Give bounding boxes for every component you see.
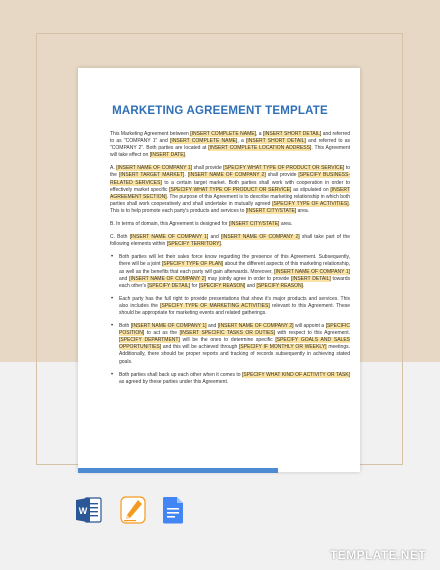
placeholder-field: [SPECIFY TYPE OF PLAN]	[161, 261, 224, 268]
paragraph-b: B. In terms of domain, this Agreement is designed for [INSERT CITY/STATE] area.	[110, 221, 293, 228]
placeholder-field: [SPECIFY WHAT TYPE OF PRODUCT OR SERVICE]	[169, 186, 292, 193]
placeholder-field: [INSERT NAME OF COMPANY 1]	[274, 268, 350, 275]
placeholder-field: [INSERT COMPLETE NAME]	[190, 131, 256, 137]
placeholder-field: [INSERT NAME OF COMPANY 2]	[187, 172, 266, 179]
document-body	[110, 131, 350, 386]
placeholder-field: [INSERT NAME OF COMPANY 2]	[129, 275, 206, 282]
placeholder-field: [INSERT SPECIFIC TASKS OR DUTIES]	[179, 330, 276, 337]
placeholder-field: [SPECIFY REASON]	[256, 282, 304, 289]
placeholder-field: [INSERT SHORT DETAIL]	[245, 138, 306, 145]
placeholder-field: [SPECIFY DETAIL]	[147, 282, 191, 289]
word-icon[interactable]	[76, 496, 102, 529]
placeholder-field: [INSERT CITY/STATE]	[228, 221, 280, 228]
placeholder-field: [SPECIFY DEPARTMENT]	[119, 337, 180, 344]
google-docs-icon[interactable]	[162, 496, 184, 529]
placeholder-field: [INSERT NAME OF COMPANY 2]	[217, 323, 294, 330]
placeholder-field: [SPECIFY WHAT KIND OF ACTIVITY OR TASK]	[241, 371, 350, 378]
accent-bar	[78, 468, 278, 473]
list-item: • Both parties will let their sales force know regarding the presence of this Agreement. Subsequently, there will be a joint [SPECIFY TYPE OF PLAN] about the different aspects of this marketing relationship, as well as the benefits that each party will gain afterwards. Moreover, [INSERT NAME OF COMPANY 1] and [INSERT NAME OF COMPANY 2] may jointly agree in order to provide [INSERT DETAIL] towards each other's [SPECIFY DETAIL] for [SPECIFY REASON] and [SPECIFY REASON].	[119, 254, 350, 289]
placeholder-field: [INSERT TARGET MARKET]	[118, 172, 185, 179]
placeholder-field: [SPECIFY BUSINESS-RELATED SERVICES]	[110, 172, 351, 186]
placeholder-field: [SPECIFIC POSITION]	[119, 323, 351, 337]
placeholder-field: [INSERT NAME OF COMPANY 1]	[116, 165, 193, 172]
placeholder-field: [INSERT NAME OF COMPANY 1]	[130, 323, 207, 330]
placeholder-field: [SPECIFY GOALS AND SALES OPPORTUNITIES]	[119, 337, 350, 351]
placeholder-field: [INSERT COMPLETE LOCATION ADDRESS]	[208, 145, 312, 152]
placeholder-field: [INSERT COMPLETE NAME]	[170, 138, 238, 145]
placeholder-field: [INSERT NAME OF COMPANY 2]	[221, 234, 300, 241]
paragraph-a: A. [INSERT NAME OF COMPANY 1] shall provide [SPECIFY WHAT TYPE OF PRODUCT OR SERVICE] to the [INSERT TARGET MARKET]. [INSERT NAME OF COMPANY 2] shall provide [SPECIFY BUSINESS-RELATED SERVICES] to a certain target market. Both parties shall work with cooperation in order to effectively market specific [SPECIFY WHAT TYPE OF PRODUCT OR SERVICE] as stipulated on [INSERT AGREEMENT SECTION]. The purpose of this Agreement is to describe marketing relationship in which both parties shall work cooperatively and shall undertake in mutually agreed [SPECIFY TYPE OF ACTIVITIES]. This is to help promote each party's products and services to [INSERT CITY/STATE] area.	[110, 165, 351, 214]
placeholder-field: [INSERT AGREEMENT SECTION]	[110, 186, 350, 200]
brand-logo: TEMPLATE.NET	[330, 548, 426, 562]
placeholder-field: [INSERT NAME OF COMPANY 1]	[129, 234, 209, 241]
placeholder-field: [INSERT SHORT DETAIL]	[263, 131, 322, 137]
list-item: • Both [INSERT NAME OF COMPANY 1] and [INSERT NAME OF COMPANY 2] will appoint a [SPECIFIC POSITION] to act as the [INSERT SPECIFIC TASKS OR DUTIES] with respect to this Agreement. [SPECIFY DEPARTMENT] will be the ones to determine specific [SPECIFY GOALS AND SALES OPPORTUNITIES] and this will be achieved through [SPECIFY IF MONTHLY OR WEEKLY] meetings. Additionally, there should be proper reports and tracking of records subsequently in achieving stated goals.	[119, 323, 350, 366]
list-item: • Each party has the full right to provide presentations that show it's major products and services. This also includes the [SPECIFY TYPE OF MARKETING ACTIVITIES] relevant to this Agreement. These should be appropriate for marketing events and related gatherings.	[119, 296, 350, 317]
element-list	[110, 254, 350, 386]
list-item: • Both parties shall back up each other when it comes to [SPECIFY WHAT KIND OF ACTIVITY OR TASK] as agreed by these parties under this Agreement.	[119, 372, 350, 386]
svg-text:W: W	[78, 506, 88, 516]
paragraph-intro: This Marketing Agreement between [INSERT COMPLETE NAME], a [INSERT SHORT DETAIL] and referred to as "COMPANY 1" and [INSERT COMPLETE NAME], a [INSERT SHORT DETAIL] and referred to as "COMPANY 2". Both parties are located at [INSERT COMPLETE LOCATION ADDRESS]. This Agreement will take effect on [INSERT DATE].	[110, 131, 350, 159]
placeholder-field: [SPECIFY TYPE OF MARKETING ACTIVITIES]	[160, 302, 270, 309]
placeholder-field: [SPECIFY TYPE OF ACTIVITIES]	[272, 200, 349, 207]
document-title: MARKETING AGREEMENT TEMPLATE	[112, 105, 328, 117]
placeholder-field: [INSERT CITY/STATE]	[245, 207, 297, 214]
placeholder-field: [SPECIFY TERRITORY]	[166, 241, 221, 248]
placeholder-field: [SPECIFY WHAT TYPE OF PRODUCT OR SERVICE]	[223, 165, 345, 172]
placeholder-field: [SPECIFY REASON]	[198, 282, 246, 289]
paragraph-c: C. Both [INSERT NAME OF COMPANY 1] and [INSERT NAME OF COMPANY 2] shall take part of the following elements within [SPECIFY TERRITORY].	[110, 234, 350, 248]
pages-icon[interactable]	[120, 496, 146, 529]
document-page	[78, 68, 360, 472]
placeholder-field: [SPECIFY IF MONTHLY OR WEEKLY]	[239, 344, 327, 351]
placeholder-field: [INSERT DETAIL]	[290, 275, 331, 282]
placeholder-field: [INSERT DATE]	[149, 152, 185, 159]
